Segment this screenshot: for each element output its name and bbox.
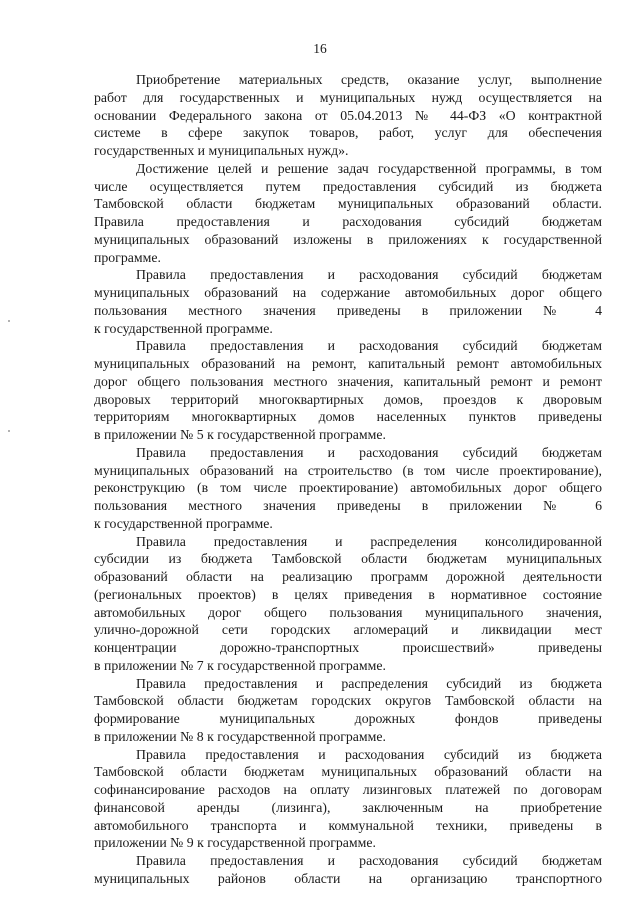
text-line: дворовых территорий многоквартирных домов, проездов к дворовым bbox=[94, 391, 602, 407]
text-line: муниципальных образований на содержание автомобильных дорог общего bbox=[94, 285, 602, 300]
text-line: Правила предоставления и расходования субсидий бюджетам bbox=[94, 214, 602, 229]
text-line: муниципальных образований на строительство (в том числе проектирование), bbox=[94, 462, 602, 478]
text-line: муниципальных образований изложены в приложениях к государственной bbox=[94, 231, 602, 247]
text-line: программе. bbox=[94, 249, 161, 265]
text-line: государственных и муниципальных нужд». bbox=[94, 143, 349, 158]
text-line: концентрации дорожно-транспортных происшествий» приведены bbox=[94, 640, 602, 655]
margin-mark bbox=[8, 430, 10, 432]
text-line: финансовой аренды (лизинга), заключенным на приобретение bbox=[94, 799, 602, 815]
text-line: к государственной программе. bbox=[94, 515, 273, 531]
text-line: Правила предоставления и распределения субсидий из бюджета bbox=[136, 675, 602, 691]
text-line: к государственной программе. bbox=[94, 320, 273, 336]
text-line: приложении № 9 к государственной программе. bbox=[94, 835, 376, 851]
text-line: Приобретение материальных средств, оказание услуг, выполнение bbox=[136, 72, 602, 87]
text-line: территориям многоквартирных домов населенных пунктов приведены bbox=[94, 409, 602, 425]
paragraph bbox=[94, 533, 602, 675]
text-line: системе в сфере закупок товаров, работ, услуг для обеспечения bbox=[94, 125, 602, 141]
text-line: в приложении № 8 к государственной программе. bbox=[94, 728, 386, 744]
text-line: улично-дорожной сети городских агломераций и ликвидации мест bbox=[94, 622, 602, 638]
text-line: в приложении № 7 к государственной программе. bbox=[94, 657, 386, 673]
paragraph bbox=[94, 337, 602, 444]
text-line: субсидии из бюджета Тамбовской области бюджетам муниципальных bbox=[94, 551, 602, 567]
text-line: работ для государственных и муниципальных нужд осуществляется на bbox=[94, 89, 602, 105]
text-line: Правила предоставления и расходования субсидий бюджетам bbox=[136, 338, 602, 354]
text-line: Правила предоставления и расходования субсидий бюджетам bbox=[136, 267, 602, 283]
page-number: 16 bbox=[313, 41, 327, 56]
margin-mark bbox=[8, 320, 10, 322]
text-line: образований области на реализацию программ дорожной деятельности bbox=[94, 569, 602, 584]
text-line: основании Федерального закона от 05.04.2013 № 44-ФЗ «О контрактной bbox=[94, 107, 602, 123]
paragraph bbox=[94, 852, 602, 888]
paragraph bbox=[94, 160, 602, 267]
text-line: формирование муниципальных дорожных фондов приведены bbox=[94, 711, 602, 726]
text-line: софинансирование расходов на оплату лизинговых платежей по договорам bbox=[94, 782, 602, 797]
paragraph bbox=[94, 746, 602, 853]
text-line: дорог общего пользования местного значения, капитальный ремонт и ремонт bbox=[94, 373, 602, 389]
document-body bbox=[94, 71, 602, 888]
paragraph bbox=[94, 266, 602, 337]
text-line: Правила предоставления и расходования субсидий бюджетам bbox=[136, 444, 602, 460]
text-line: реконструкцию (в том числе проектирование) автомобильных дорог общего bbox=[94, 480, 602, 496]
text-line: муниципальных районов области на организацию транспортного bbox=[94, 870, 602, 886]
text-line: муниципальных образований на ремонт, капитальный ремонт автомобильных bbox=[94, 356, 602, 371]
text-line: Тамбовской области бюджетам муниципальных образований области. bbox=[94, 196, 602, 212]
text-line: автомобильного транспорта и коммунальной техники, приведены в bbox=[94, 817, 602, 833]
paragraph bbox=[94, 71, 602, 160]
text-line: автомобильных дорог общего пользования муниципального значения, bbox=[94, 604, 602, 620]
paragraph bbox=[94, 444, 602, 533]
text-line: в приложении № 5 к государственной программе. bbox=[94, 427, 386, 442]
text-line: Тамбовской области бюджетам муниципальных образований области на bbox=[94, 764, 602, 780]
text-line: Правила предоставления и расходования субсидий бюджетам bbox=[136, 853, 602, 868]
paragraph bbox=[94, 675, 602, 746]
text-line: Тамбовской области бюджетам городских округов Тамбовской области на bbox=[94, 693, 602, 709]
text-line: Достижение целей и решение задач государственной программы, в том bbox=[136, 160, 602, 176]
text-line: пользования местного значения приведены в приложении № 6 bbox=[94, 498, 602, 513]
text-line: Правила предоставления и распределения консолидированной bbox=[136, 533, 602, 549]
text-line: (региональных проектов) в целях приведения в нормативное состояние bbox=[94, 586, 602, 602]
text-line: числе осуществляется путем предоставления субсидий из бюджета bbox=[94, 178, 602, 194]
text-line: пользования местного значения приведены в приложении № 4 bbox=[94, 302, 602, 318]
text-line: Правила предоставления и расходования субсидий из бюджета bbox=[136, 746, 602, 762]
